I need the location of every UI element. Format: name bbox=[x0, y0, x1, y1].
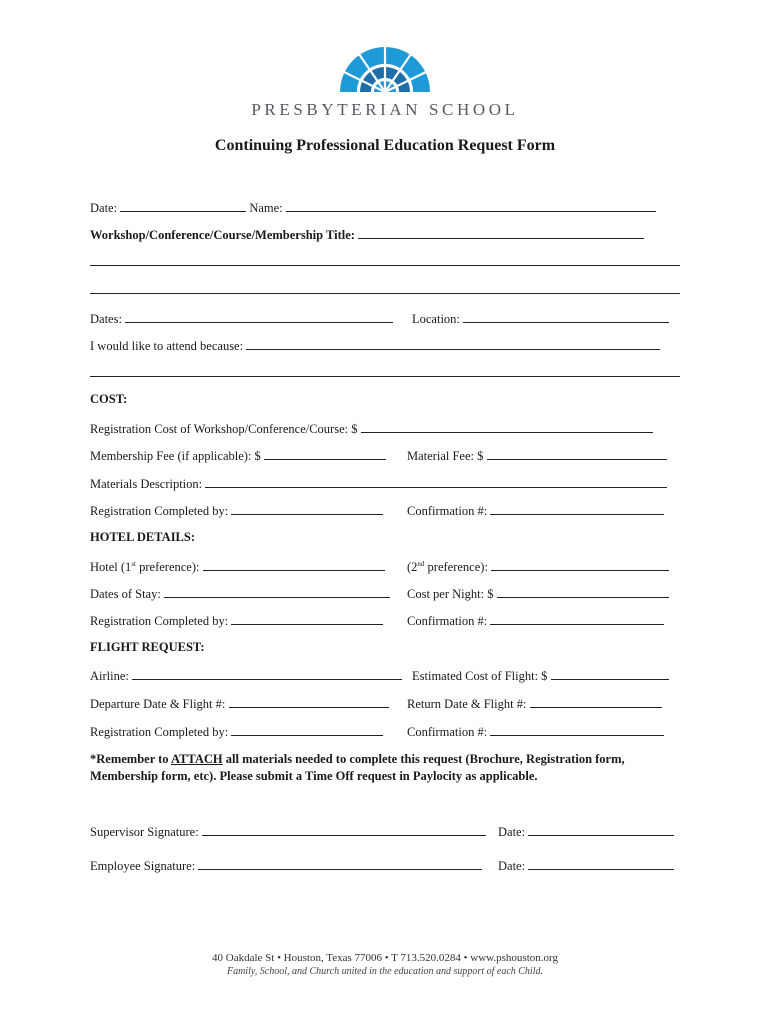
hotel-confirmation-field[interactable] bbox=[490, 612, 664, 625]
membership-material-row bbox=[90, 447, 680, 464]
flight-registration-completed-field[interactable] bbox=[231, 723, 383, 736]
return-field[interactable] bbox=[530, 695, 662, 708]
material-fee-field[interactable] bbox=[487, 447, 667, 460]
airline-row bbox=[90, 667, 680, 684]
hotel-registration-completed-label: Registration Completed by: bbox=[90, 614, 229, 628]
employee-date-field[interactable] bbox=[528, 857, 674, 870]
supervisor-signature-row bbox=[90, 823, 680, 840]
cost-per-night-field[interactable] bbox=[497, 585, 669, 598]
footer-tagline: Family, School, and Church united in the education and support of each Child. bbox=[227, 966, 543, 977]
cost-per-night-label: Cost per Night: $ bbox=[407, 587, 494, 601]
registration-cost-row bbox=[90, 420, 680, 437]
supervisor-signature-field[interactable] bbox=[202, 823, 486, 836]
flight-registration-row bbox=[90, 723, 680, 740]
cost-registration-completed-field[interactable] bbox=[231, 502, 383, 515]
flight-heading: FLIGHT REQUEST: bbox=[90, 640, 205, 654]
departure-label: Departure Date & Flight #: bbox=[90, 697, 226, 711]
hotel-registration-row bbox=[90, 612, 680, 629]
footer-address: 40 Oakdale St • Houston, Texas 77006 • T 713.520.0284 • www.pshouston.org bbox=[212, 952, 558, 964]
employee-signature-field[interactable] bbox=[198, 857, 482, 870]
cost-confirmation-label: Confirmation #: bbox=[407, 504, 488, 518]
workshop-title-field[interactable] bbox=[358, 226, 644, 239]
hotel-pref1-field[interactable] bbox=[203, 558, 385, 571]
workshop-title-row bbox=[90, 226, 680, 243]
location-label: Location: bbox=[412, 312, 460, 326]
workshop-title-line-3[interactable] bbox=[90, 293, 680, 294]
cost-registration-row bbox=[90, 502, 680, 519]
hotel-confirmation-label: Confirmation #: bbox=[407, 614, 488, 628]
employee-signature-label: Employee Signature: bbox=[90, 859, 196, 873]
material-fee-label: Material Fee: $ bbox=[407, 449, 484, 463]
name-label: Name: bbox=[249, 201, 283, 215]
hotel-pref2-label: (2nd preference): bbox=[407, 559, 488, 574]
dates-label: Dates: bbox=[90, 312, 122, 326]
flight-confirmation-field[interactable] bbox=[490, 723, 664, 736]
date-label: Date: bbox=[90, 201, 118, 215]
workshop-title-label: Workshop/Conference/Course/Membership Title: bbox=[90, 228, 355, 242]
registration-cost-field[interactable] bbox=[361, 420, 653, 433]
flight-registration-completed-label: Registration Completed by: bbox=[90, 725, 229, 739]
dates-field[interactable] bbox=[125, 310, 393, 323]
estimated-cost-field[interactable] bbox=[551, 667, 669, 680]
hotel-pref1-label: Hotel (1st preference): bbox=[90, 559, 200, 574]
cost-registration-completed-label: Registration Completed by: bbox=[90, 504, 229, 518]
supervisor-date-label: Date: bbox=[498, 825, 526, 839]
flight-confirmation-label: Confirmation #: bbox=[407, 725, 488, 739]
cost-heading: COST: bbox=[90, 392, 128, 406]
airline-label: Airline: bbox=[90, 669, 129, 683]
reason-label: I would like to attend because: bbox=[90, 339, 244, 353]
location-field[interactable] bbox=[463, 310, 669, 323]
date-field[interactable] bbox=[120, 199, 246, 212]
date-name-row bbox=[90, 199, 680, 216]
materials-description-label: Materials Description: bbox=[90, 477, 203, 491]
dates-location-row bbox=[90, 310, 680, 327]
employee-signature-row bbox=[90, 857, 680, 874]
hotel-pref2-field[interactable] bbox=[491, 558, 669, 571]
dates-of-stay-field[interactable] bbox=[164, 585, 390, 598]
hotel-preference-row bbox=[90, 558, 680, 575]
supervisor-signature-label: Supervisor Signature: bbox=[90, 825, 199, 839]
airline-field[interactable] bbox=[132, 667, 402, 680]
membership-fee-label: Membership Fee (if applicable): $ bbox=[90, 449, 261, 463]
supervisor-date-field[interactable] bbox=[528, 823, 674, 836]
dates-of-stay-row bbox=[90, 585, 680, 602]
materials-description-field[interactable] bbox=[205, 475, 667, 488]
workshop-title-line-2[interactable] bbox=[90, 265, 680, 266]
school-logo bbox=[0, 38, 770, 94]
departure-return-row bbox=[90, 695, 680, 712]
form-title: Continuing Professional Education Request Form bbox=[214, 137, 556, 154]
attach-notice: *Remember to ATTACH all materials needed to complete this request (Brochure, Registration form, Membership form, etc). Please submit a Time Off request in Paylocity as applicable. bbox=[90, 752, 625, 783]
estimated-cost-label: Estimated Cost of Flight: $ bbox=[412, 669, 548, 683]
dates-of-stay-label: Dates of Stay: bbox=[90, 587, 161, 601]
reason-field[interactable] bbox=[246, 337, 660, 350]
return-label: Return Date & Flight #: bbox=[407, 697, 527, 711]
registration-cost-label: Registration Cost of Workshop/Conference/Course: $ bbox=[90, 422, 358, 436]
materials-description-row bbox=[90, 475, 680, 492]
reason-row bbox=[90, 337, 680, 354]
arched-window-logo-icon bbox=[338, 38, 432, 94]
departure-field[interactable] bbox=[229, 695, 389, 708]
attach-emphasis: ATTACH bbox=[171, 752, 223, 766]
school-name: PRESBYTERIAN SCHOOL bbox=[251, 100, 519, 119]
hotel-registration-completed-field[interactable] bbox=[231, 612, 383, 625]
membership-fee-field[interactable] bbox=[264, 447, 386, 460]
reason-line-2[interactable] bbox=[90, 376, 680, 377]
cost-confirmation-field[interactable] bbox=[490, 502, 664, 515]
hotel-heading: HOTEL DETAILS: bbox=[90, 530, 196, 544]
employee-date-label: Date: bbox=[498, 859, 526, 873]
name-field[interactable] bbox=[286, 199, 656, 212]
